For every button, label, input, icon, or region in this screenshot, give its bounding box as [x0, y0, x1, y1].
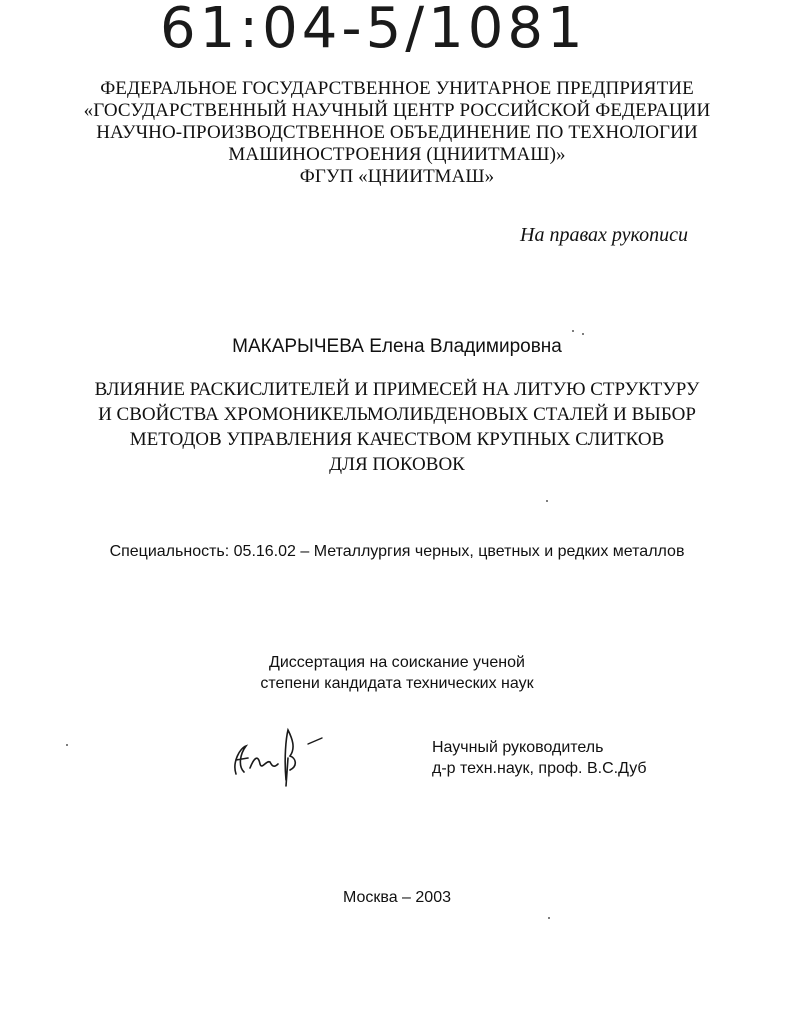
degree-line: степени кандидата технических наук	[260, 675, 534, 692]
manuscript-rights: На правах рукописи	[520, 224, 688, 246]
organization-header	[0, 78, 794, 188]
author-signature	[226, 718, 336, 788]
degree-line: Диссертация на соискание ученой	[269, 654, 525, 671]
org-line: «ГОСУДАРСТВЕННЫЙ НАУЧНЫЙ ЦЕНТР РОССИЙСКОЙ ФЕДЕРАЦИИ	[83, 100, 711, 121]
archive-stamp	[160, 0, 600, 62]
archive-stamp-text: 61:04-5/1081	[160, 0, 587, 61]
dissertation-title	[0, 377, 794, 477]
degree-statement	[0, 652, 794, 694]
specialty: Специальность: 05.16.02 – Металлургия черных, цветных и редких металлов	[109, 543, 685, 560]
title-line: МЕТОДОВ УПРАВЛЕНИЯ КАЧЕСТВОМ КРУПНЫХ СЛИТКОВ	[129, 429, 665, 450]
scan-speck	[66, 744, 68, 746]
city-year: Москва – 2003	[342, 889, 451, 906]
scan-speck	[548, 917, 550, 919]
title-line: ВЛИЯНИЕ РАСКИСЛИТЕЛЕЙ И ПРИМЕСЕЙ НА ЛИТУЮ СТРУКТУРУ	[94, 379, 700, 400]
title-line: И СВОЙСТВА ХРОМОНИКЕЛЬМОЛИБДЕНОВЫХ СТАЛЕЙ И ВЫБОР	[98, 404, 696, 425]
supervisor-name: д-р техн.наук, проф. В.С.Дуб	[432, 760, 647, 777]
scan-speck	[546, 500, 548, 502]
title-line: ДЛЯ ПОКОВОК	[329, 454, 465, 475]
scan-speck	[572, 330, 574, 332]
scan-speck	[582, 333, 584, 335]
supervisor-block	[432, 737, 647, 779]
org-line: НАУЧНО-ПРОИЗВОДСТВЕННОЕ ОБЪЕДИНЕНИЕ ПО ТЕХНОЛОГИИ	[96, 122, 698, 143]
org-line: МАШИНОСТРОЕНИЯ (ЦНИИТМАШ)»	[228, 144, 566, 165]
org-line: ФГУП «ЦНИИТМАШ»	[299, 166, 495, 187]
author-name: МАКАРЫЧЕВА Елена Владимировна	[232, 336, 562, 357]
supervisor-role: Научный руководитель	[432, 739, 604, 756]
org-line: ФЕДЕРАЛЬНОЕ ГОСУДАРСТВЕННОЕ УНИТАРНОЕ ПРЕДПРИЯТИЕ	[100, 78, 694, 99]
